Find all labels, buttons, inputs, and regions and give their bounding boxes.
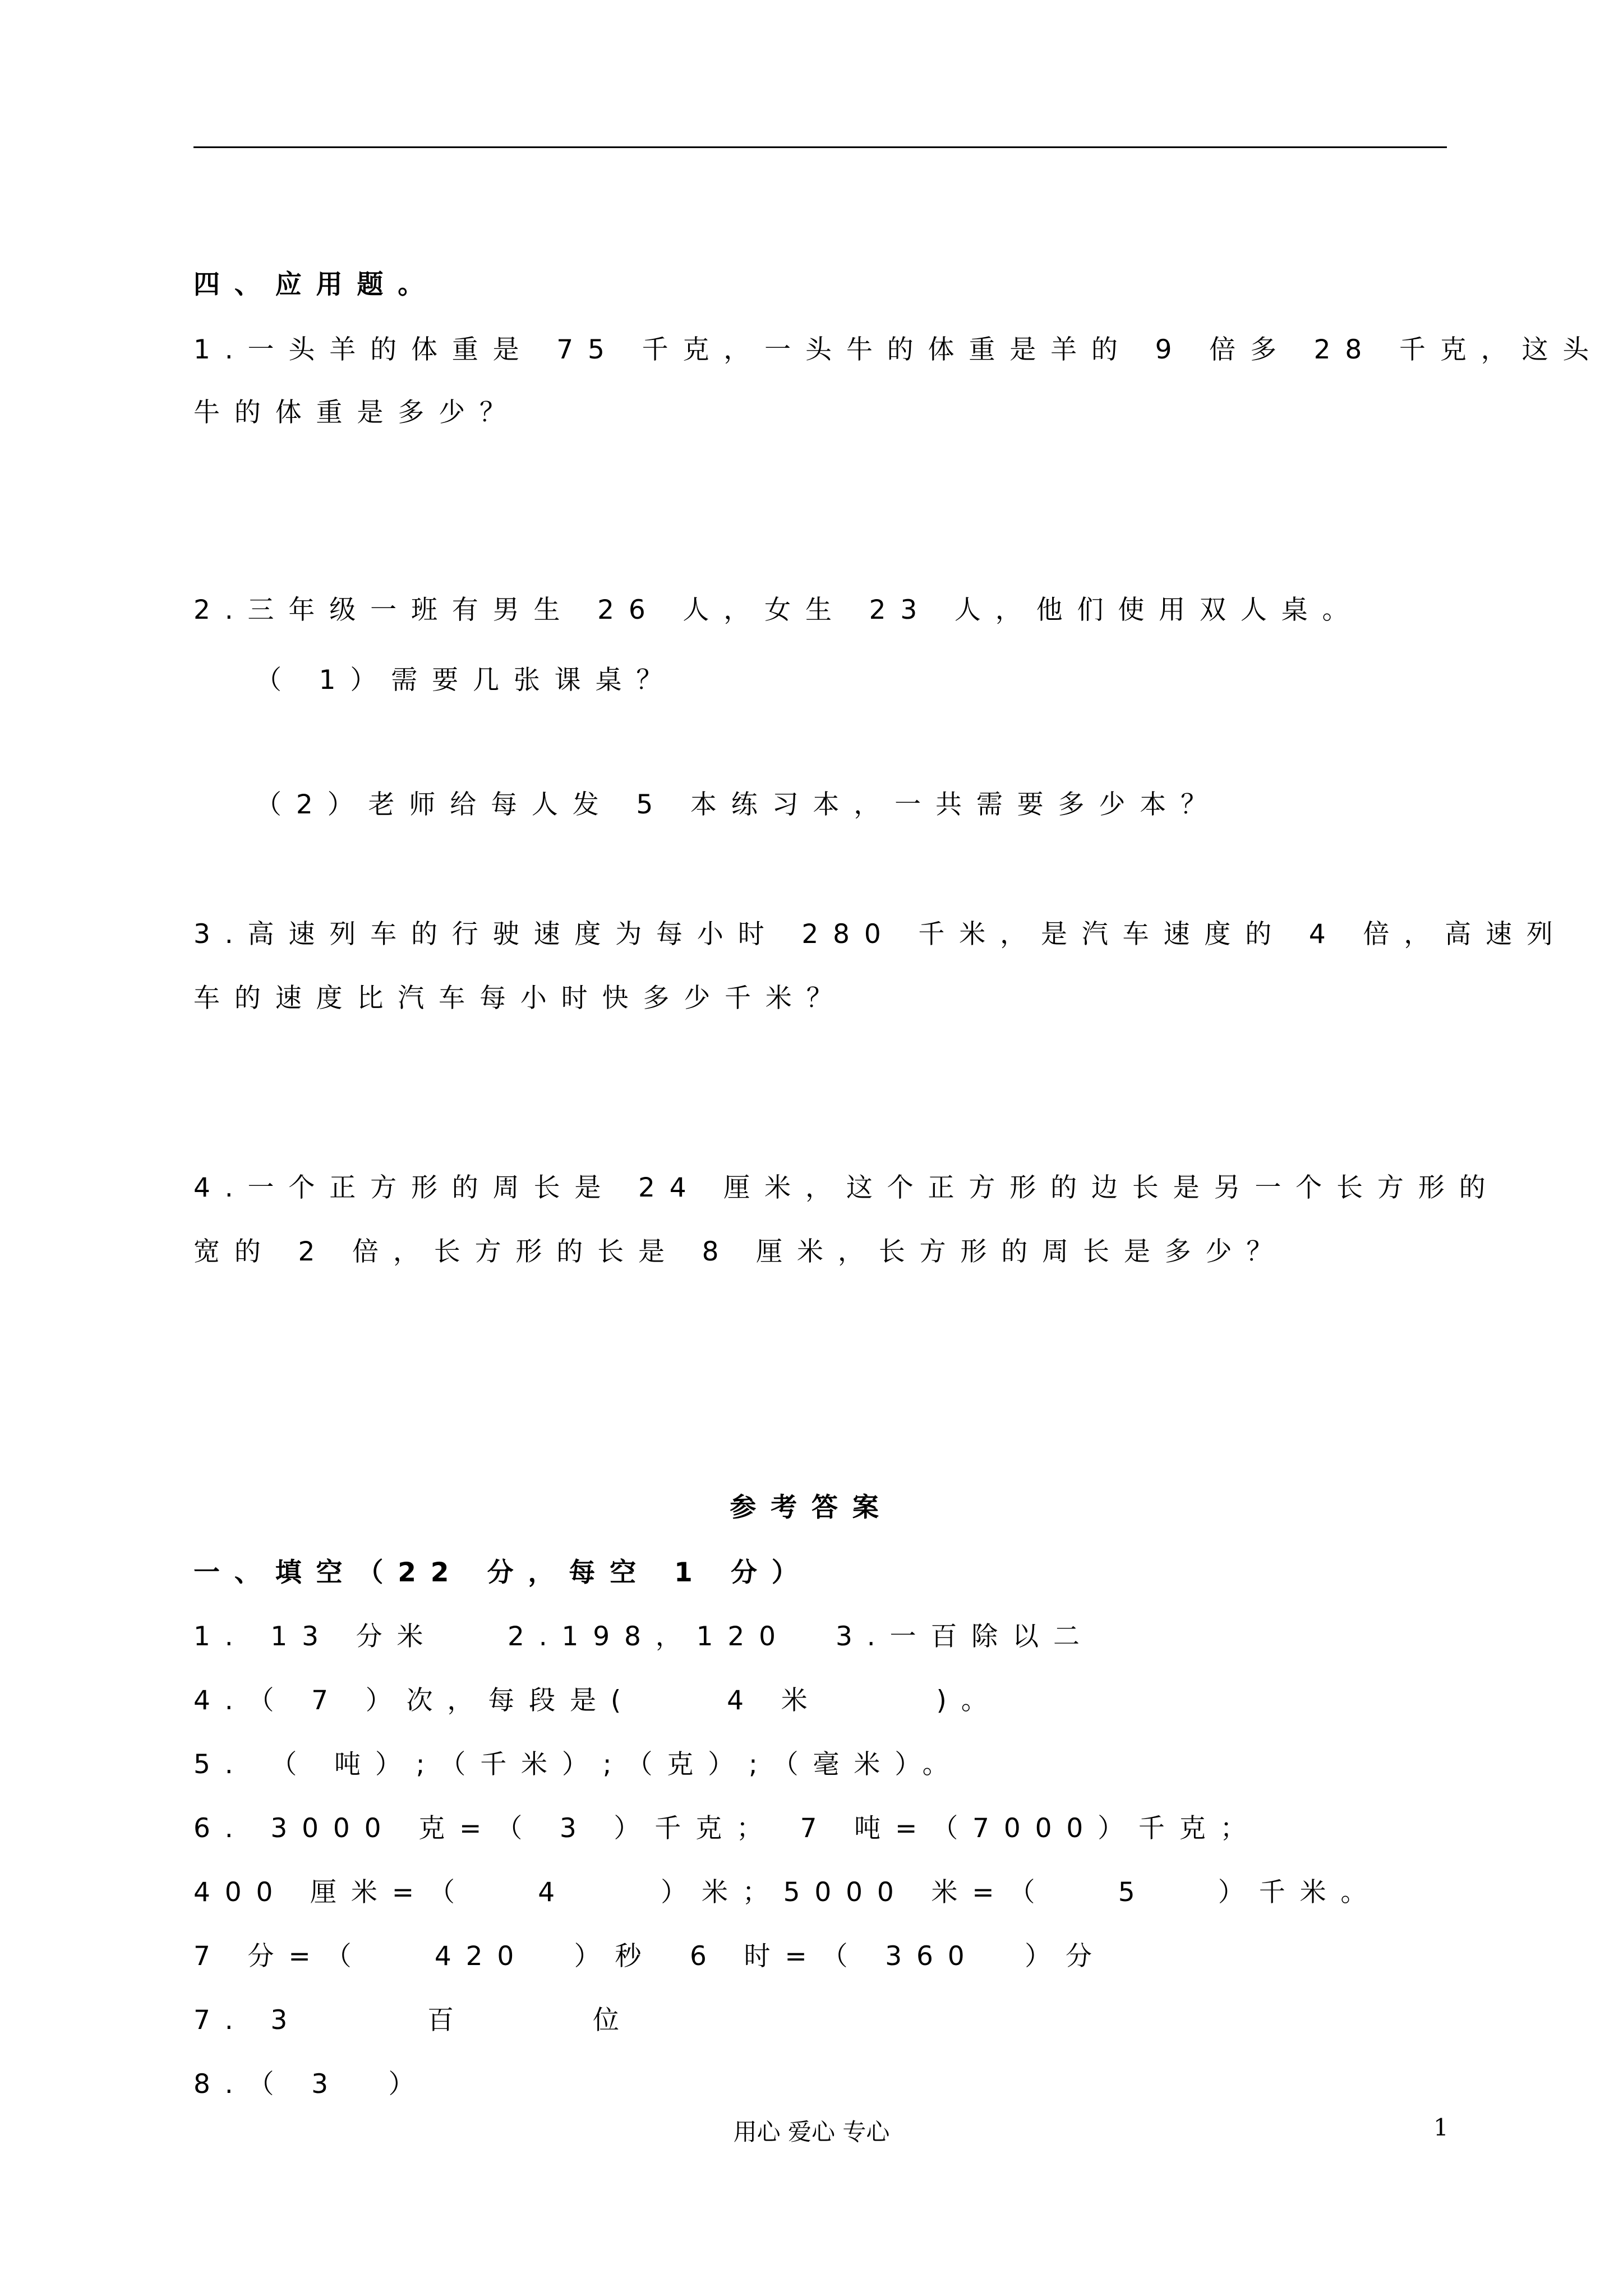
answers-section-1-heading: 一、填空（22 分，每空 1 分）	[193, 1557, 813, 1588]
question-2-line-1: 2.三年级一班有男生 26 人，女生 23 人，他们使用双人桌。	[193, 595, 1363, 625]
question-2-sub-2: （2）老师给每人发 5 本练习本，一共需要多少本？	[255, 789, 1221, 820]
answer-6-line-1: 6. 3000 克=（ 3 ）千克； 7 吨=（7000）千克；	[193, 1813, 1261, 1844]
answers-title: 参考答案	[730, 1492, 893, 1523]
page-number: 1	[1433, 2114, 1449, 2141]
answer-8: 8.（ 3 ）	[193, 2069, 430, 2100]
question-3-line-1: 3.高速列车的行驶速度为每小时 280 千米，是汽车速度的 4 倍，高速列	[193, 919, 1567, 950]
answer-4: 4.（ 7 ）次，每段是( 4 米 )。	[193, 1685, 1002, 1716]
question-4-line-2: 宽的 2 倍，长方形的长是 8 厘米，长方形的周长是多少？	[193, 1236, 1288, 1267]
answer-6-line-3a: 7 分=（ 420 ）秒	[193, 1941, 656, 1972]
answer-6-line-2: 400 厘米=（ 4 ）米；5000 米=（ 5 ）千米。	[193, 1877, 1382, 1908]
answer-7-place: 百	[427, 2005, 468, 2036]
question-2-sub-1: （ 1）需要几张课桌？	[255, 665, 677, 696]
answer-1: 1. 13 分米	[193, 1621, 438, 1652]
answer-6-line-3b: 6 时=（ 360 ）分	[690, 1941, 1106, 1972]
header-rule	[193, 146, 1447, 148]
question-1-line-1: 1.一头羊的体重是 75 千克，一头牛的体重是羊的 9 倍多 28 千克，这头	[193, 334, 1604, 365]
question-1-line-2: 牛的体重是多少？	[193, 397, 520, 428]
answer-2: 2.198，120	[508, 1621, 790, 1652]
answer-5: 5. （ 吨）;（千米）;（克）;（毫米）。	[193, 1749, 963, 1780]
answer-3: 3.一百除以二	[836, 1621, 1094, 1652]
question-4-line-1: 4.一个正方形的周长是 24 厘米，这个正方形的边长是另一个长方形的	[193, 1172, 1500, 1203]
answer-7-unit: 位	[593, 2005, 634, 2036]
question-3-line-2: 车的速度比汽车每小时快多少千米？	[193, 983, 847, 1014]
answer-7-number: 7. 3	[193, 2005, 302, 2036]
footer-motto: 用心 爱心 专心	[733, 2118, 890, 2146]
section-heading-applications: 四、应用题。	[193, 269, 439, 300]
